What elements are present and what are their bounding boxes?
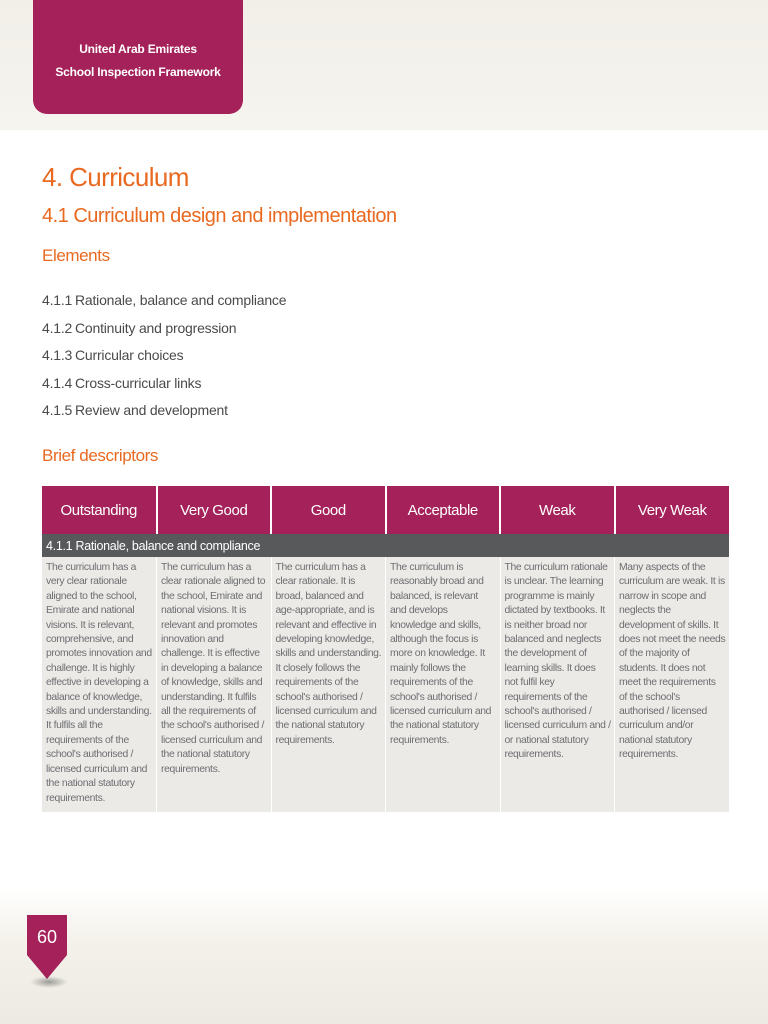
bottom-band bbox=[0, 888, 768, 1024]
element-label: Rationale, balance and compliance bbox=[75, 292, 287, 308]
table-header-row bbox=[42, 486, 729, 534]
list-item bbox=[42, 400, 732, 428]
element-label: Continuity and progression bbox=[75, 319, 237, 336]
section-subtitle: 4.1 Curriculum design and implementation bbox=[42, 205, 397, 227]
descriptor-very-good: The curriculum has a clear rationale aligned to the school, Emirate and national visions. It is relevant and promotes innovation and challenge. It is effective in developing a balance of knowledge, skills and understanding. It fulfils all the requirements of the school's authorised / licensed curriculum and the national statutory requirements. bbox=[157, 557, 272, 812]
element-number: 4.1.1 bbox=[42, 292, 73, 308]
descriptor-table bbox=[42, 486, 729, 812]
list-item bbox=[42, 290, 732, 318]
element-label: Curricular choices bbox=[75, 347, 184, 363]
column-header-very-good: Very Good bbox=[157, 486, 272, 534]
element-number: 4.1.3 bbox=[42, 347, 73, 363]
header-line-1: United Arab Emirates bbox=[79, 42, 197, 56]
descriptor-outstanding: The curriculum has a very clear rationale aligned to the school, Emirate and national visions. It is relevant, comprehensive, and promotes innovation and challenge. It is highly effective in developing a balance of knowledge, skills and understanding. It fulfils all the requirements of the school's authorised / licensed curriculum and the national statutory requirements. bbox=[42, 557, 157, 812]
header-tab bbox=[33, 0, 243, 114]
page-title: 4. Curriculum bbox=[42, 162, 189, 192]
brief-descriptors-heading: Brief descriptors bbox=[42, 445, 159, 465]
column-header-acceptable: Acceptable bbox=[386, 486, 501, 534]
element-number: 4.1.4 bbox=[42, 374, 73, 391]
descriptor-weak: The curriculum rationale is unclear. The learning programme is mainly dictated by textbooks. It is neither broad nor balanced and neglects the development of learning skills. It does not fulfil key requirements of the school's authorised / licensed curriculum and / or national statutory requirements. bbox=[500, 557, 615, 812]
element-label: Cross-curricular links bbox=[75, 374, 202, 391]
list-item bbox=[42, 318, 732, 346]
elements-heading: Elements bbox=[42, 246, 110, 265]
column-header-weak: Weak bbox=[500, 486, 615, 534]
page-number: 60 bbox=[27, 915, 67, 955]
element-label: Review and development bbox=[75, 402, 228, 418]
element-number: 4.1.2 bbox=[42, 319, 73, 336]
list-item bbox=[42, 345, 732, 373]
column-header-outstanding: Outstanding bbox=[42, 486, 157, 534]
list-item bbox=[42, 373, 732, 401]
column-header-good: Good bbox=[271, 486, 386, 534]
table-row bbox=[42, 557, 729, 812]
descriptor-very-weak: Many aspects of the curriculum are weak. It is narrow in scope and neglects the development of skills. It does not meet the needs of the majority of students. It does not meet the requirements of the school's authorised / licensed curriculum and/or national statutory requirements. bbox=[615, 557, 730, 812]
table-subheader-row bbox=[42, 534, 729, 557]
table-subheader: 4.1.1 Rationale, balance and compliance bbox=[42, 534, 729, 557]
descriptor-good: The curriculum has a clear rationale. It is broad, balanced and age-appropriate, and is relevant and effective in developing knowledge, skills and understanding. It closely follows the requirements of the school's authorised / licensed curriculum and the national statutory requirements. bbox=[271, 557, 386, 812]
page-marker-shadow bbox=[30, 976, 68, 988]
header-line-2: School Inspection Framework bbox=[55, 65, 221, 79]
elements-list bbox=[42, 290, 732, 428]
column-header-very-weak: Very Weak bbox=[615, 486, 730, 534]
element-number: 4.1.5 bbox=[42, 402, 73, 418]
main-content bbox=[42, 158, 732, 468]
descriptor-acceptable: The curriculum is reasonably broad and balanced, is relevant and develops knowledge and skills, although the focus is more on knowledge. It mainly follows the requirements of the school's authorised / licensed curriculum and the national statutory requirements. bbox=[386, 557, 501, 812]
